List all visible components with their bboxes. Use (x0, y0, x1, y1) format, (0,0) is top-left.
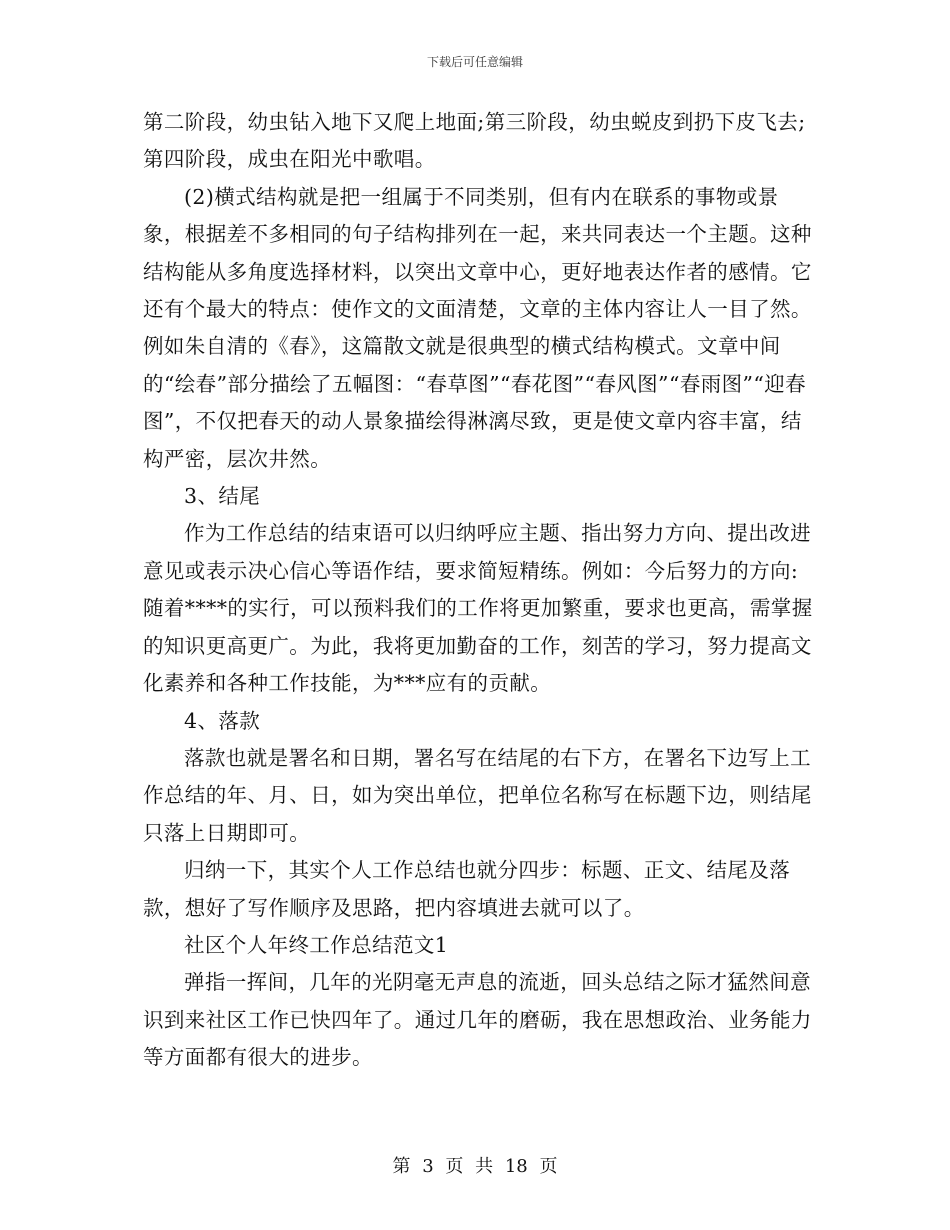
paragraph-sample-intro: 弹指一挥间，几年的光阴毫无声息的流逝，回头总结之际才猛然间意识到来社区工作已快四年了。通过几年的磨砺，我在思想政治、业务能力等方面都有很大的进步。 (143, 970, 812, 1070)
paragraph-ending: 作为工作总结的结束语可以归纳呼应主题、指出努力方向、提出改进意见或表示决心信心等语作结，要求简短精练。例如：今后努力的方向:随着****的实行，可以预料我们的工作将更加繁重，要求也更高，需掌握的知识更高更广。为此，我将更加勤奋的工作，刻苦的学习，努力提高文化素养和各种工作技能，为***应有的贡献。 (143, 521, 813, 696)
section-heading-sample: 社区个人年终工作总结范文1 (184, 932, 449, 957)
paragraph-horizontal-structure: (2)横式结构就是把一组属于不同类别，但有内在联系的事物或景象，根据差不多相同的句子结构排列在一起，来共同表达一个主题。这种结构能从多角度选择材料，以突出文章中心，更好地表达作者的感情。它还有个最大的特点：使作文的文面清楚，文章的主体内容让人一目了然。 例如朱自清的《春》，这篇散文就是很典型的横式结构模式。文章中间的“绘春”部分描绘了五幅图：“春草图”“春花图”“春风图”“春雨图”“迎春图”，不仅把春天的动人景象描绘得淋漓尽致，更是使文章内容丰富，结构严密，层次井然。 (143, 184, 812, 471)
page-number: 第 3 页 共 18 页 (392, 1156, 558, 1177)
page-header: 下载后可任意编辑 (426, 55, 523, 69)
paragraph-summary: 归纳一下，其实个人工作总结也就分四步：标题、正文、结尾及落款，想好了写作顺序及思路，把内容填进去就可以了。 (143, 858, 791, 920)
paragraph-signature: 落款也就是署名和日期，署名写在结尾的右下方，在署名下边写上工作总结的年、月、日，如为突出单位，把单位名称写在标题下边，则结尾只落上日期即可。 (143, 745, 812, 845)
document-body (143, 104, 813, 1077)
paragraph-stage-continuation: 第二阶段，幼虫钻入地下又爬上地面;第三阶段，幼虫蜕皮到扔下皮飞去;第四阶段，成虫在阳光中歌唱。 (143, 110, 806, 172)
section-heading-ending: 3、结尾 (184, 484, 261, 509)
section-heading-signature: 4、落款 (184, 708, 261, 733)
